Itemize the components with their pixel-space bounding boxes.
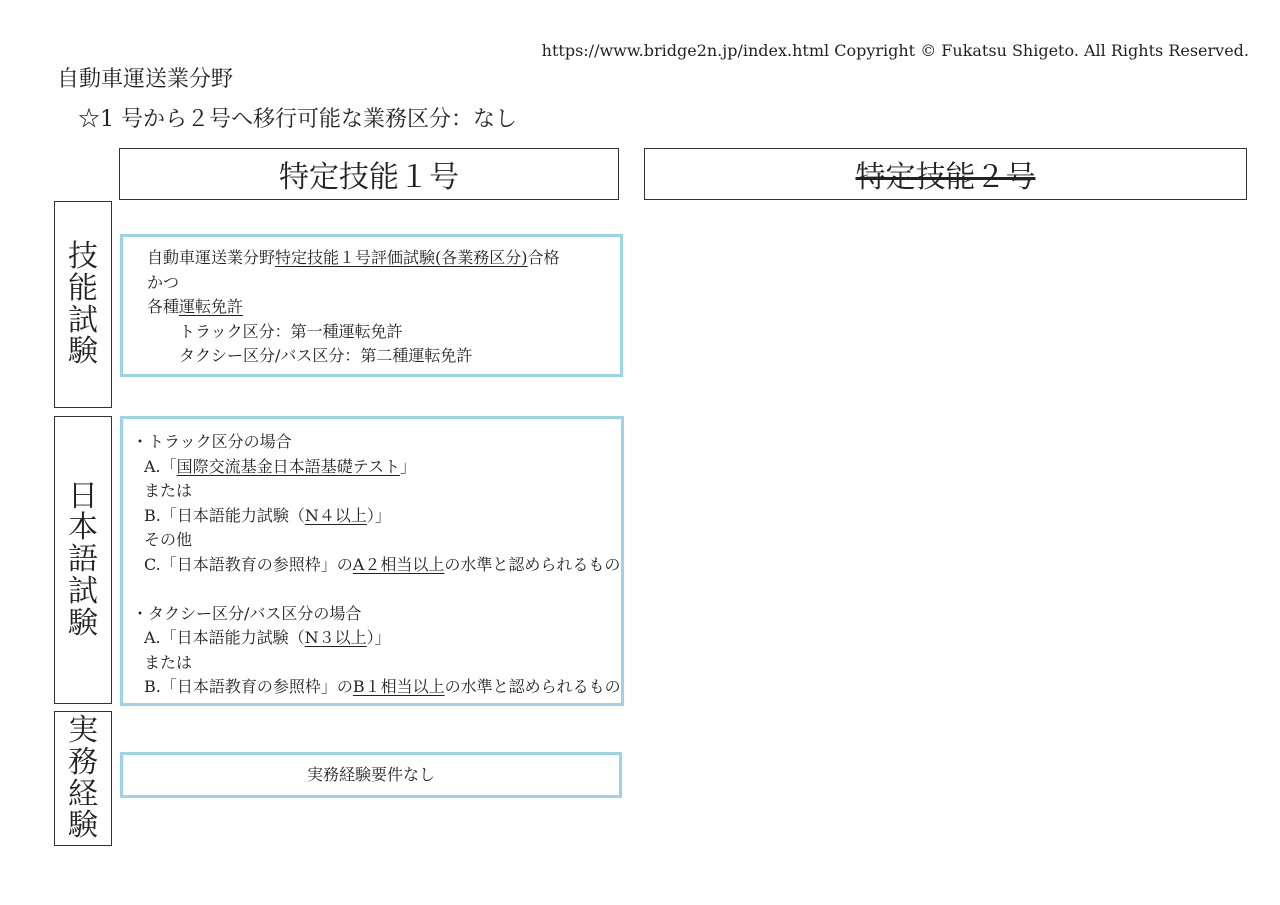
truck-other: その他 <box>144 530 193 549</box>
side-label-char: 技 <box>68 238 98 274</box>
page-title: 自動車運送業分野 <box>57 67 234 92</box>
truck-or: または <box>144 481 193 500</box>
truck-c-level: A２相当以上 <box>352 554 445 574</box>
skill-test-line-truck: トラック区分：第一種運転免許 <box>179 321 403 341</box>
skill-test-line-2: かつ <box>147 272 180 292</box>
side-label-char: 能 <box>68 270 98 306</box>
experience-text: 実務経験要件なし <box>306 764 435 784</box>
truck-heading: ・トラック区分の場合 <box>132 432 292 451</box>
side-label-char: 日 <box>68 478 98 514</box>
taxi-bus-heading: ・タクシー区分/バス区分の場合 <box>132 603 362 623</box>
side-label-experience-text <box>68 712 98 844</box>
skill-test-license: 運転免許 <box>179 297 244 316</box>
side-label-char: 語 <box>68 542 98 578</box>
experience-box <box>120 752 622 798</box>
skill-test-l3-pre: 各種 <box>147 297 180 316</box>
side-label-char: 実 <box>68 712 98 748</box>
grade2-header <box>644 148 1247 200</box>
skill-test-l1-pre: 自動車運送業分野 <box>147 248 276 267</box>
page-subtitle: ☆1 号から２号へ移行可能な業務区分：なし <box>78 107 517 132</box>
skill-test-l1-post: 合格 <box>527 248 560 267</box>
spacer <box>132 577 621 602</box>
truck-option-b <box>132 504 621 529</box>
grade2-header-label: 特定技能２号 <box>855 160 1036 195</box>
side-label-skill <box>54 201 112 408</box>
side-label-char: 本 <box>68 510 98 546</box>
skill-test-exam-name: 特定技能１号評価試験(各業務区分) <box>275 248 528 267</box>
grade1-header <box>119 148 619 200</box>
taxi-b-level: B１相当以上 <box>352 677 445 696</box>
skill-test-line-taxi-bus: タクシー区分/バス区分：第二種運転免許 <box>179 346 473 365</box>
truck-b-post: ）」 <box>366 505 391 525</box>
taxi-a-post: ）」 <box>366 628 391 647</box>
side-label-char: 経 <box>68 776 98 812</box>
truck-option-c <box>132 553 621 578</box>
skill-test-line-1 <box>147 246 620 271</box>
truck-a-test-name: 国際交流基金日本語基礎テスト <box>176 456 401 476</box>
side-label-skill-text <box>68 238 98 370</box>
japanese-test-box <box>120 416 624 706</box>
taxi-bus-option-a <box>132 626 621 651</box>
truck-option-a <box>132 455 621 480</box>
taxi-bus-or: または <box>144 652 193 672</box>
side-label-japanese <box>54 416 112 704</box>
truck-c-post: の水準と認められるもの <box>444 554 621 574</box>
copyright-text: https://www.bridge2n.jp/index.html Copyright © Fukatsu Shigeto. All Rights Reserved. <box>541 41 1249 60</box>
truck-a-post: 」 <box>400 456 417 476</box>
side-label-char: 試 <box>68 573 98 609</box>
side-label-char: 験 <box>68 334 98 370</box>
skill-test-box <box>120 234 623 377</box>
side-label-char: 験 <box>68 808 98 844</box>
side-label-japanese-text <box>68 478 98 641</box>
taxi-bus-option-b <box>132 675 621 700</box>
taxi-b-post: の水準と認められるもの <box>444 677 621 696</box>
truck-b-pre: B.「日本語能力試験（ <box>144 505 305 525</box>
side-label-experience <box>54 711 112 846</box>
grade1-header-label: 特定技能１号 <box>279 160 459 195</box>
side-label-char: 務 <box>68 744 98 780</box>
taxi-b-pre: B.「日本語教育の参照枠」の <box>144 677 353 696</box>
skill-test-line-3 <box>147 295 620 320</box>
side-label-char: 験 <box>68 605 98 641</box>
taxi-a-level: N３以上 <box>304 628 367 647</box>
truck-c-pre: C.「日本語教育の参照枠」の <box>144 554 353 574</box>
side-label-char: 試 <box>68 302 98 338</box>
truck-b-level: N４以上 <box>304 505 367 525</box>
truck-a-pre: A.「 <box>144 456 177 476</box>
taxi-a-pre: A.「日本語能力試験（ <box>144 628 305 647</box>
